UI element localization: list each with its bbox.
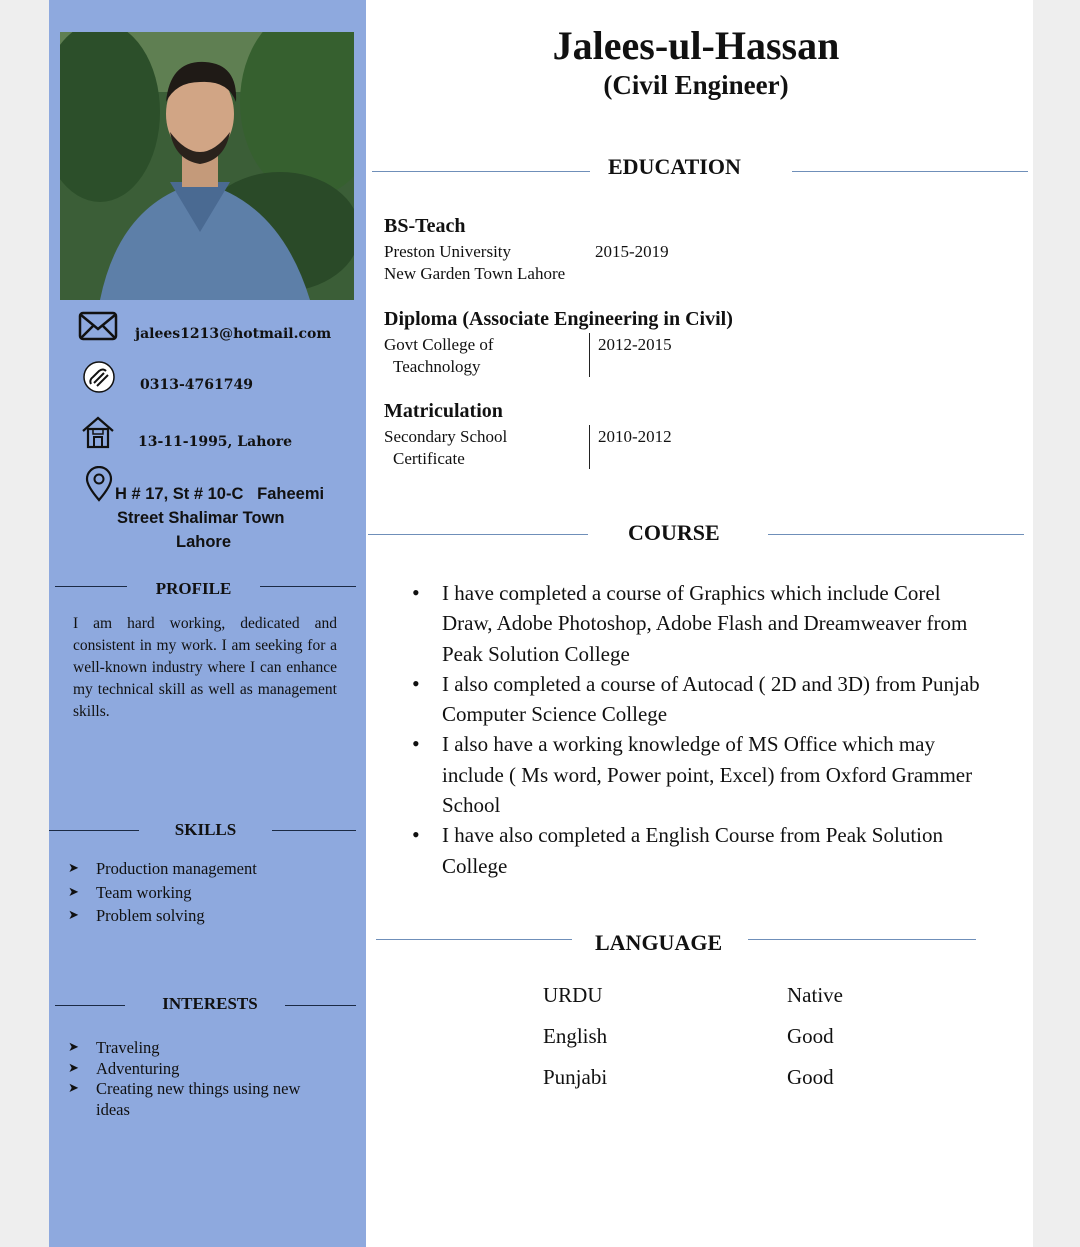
- profile-text: I am hard working, dedicated and consistent in my work. I am seeking for a well-known industry where I can enhance my technical skill as well as management skills.: [73, 615, 337, 720]
- address-line-3: Lahore: [176, 533, 232, 551]
- skills-rule-left: [49, 830, 139, 831]
- course-item: • I also completed a course of Autocad ( 2D and 3D) from Punjab Computer Science College: [410, 669, 990, 730]
- edu-institution: Certificate: [393, 449, 465, 468]
- job-title: (Civil Engineer): [603, 70, 789, 100]
- course-heading: COURSE: [628, 520, 720, 545]
- address-line-1: H # 17, St # 10-C Faheemi: [115, 485, 325, 503]
- edu-institution: Teachnology: [393, 357, 481, 376]
- skill-item: ➤ Problem solving: [68, 904, 348, 928]
- address-block: [100, 482, 350, 554]
- address-line-2: Street Shalimar Town: [117, 509, 285, 527]
- edu-years: 2015-2019: [595, 242, 669, 261]
- course-rule-left: [368, 534, 588, 535]
- edu-institution: Secondary School: [384, 427, 508, 446]
- interest-item: ➤ Traveling: [68, 1038, 318, 1059]
- interests-rule-right: [285, 1005, 356, 1006]
- language-name: URDU: [543, 983, 603, 1007]
- skill-item: ➤ Team working: [68, 881, 348, 905]
- language-rule-left: [376, 939, 572, 940]
- edu-institution: New Garden Town Lahore: [384, 264, 566, 283]
- education-rule-left: [372, 171, 590, 172]
- course-item: • I have also completed a English Course from Peak Solution College: [410, 820, 990, 881]
- dob-place-text: 13-11-1995, Lahore: [138, 434, 293, 450]
- interests-rule-left: [55, 1005, 125, 1006]
- email-text[interactable]: jalees1213@hotmail.com: [135, 326, 332, 342]
- edu-institution: Govt College of: [384, 335, 494, 354]
- interests-heading: INTERESTS: [162, 994, 258, 1013]
- edu-title: BS-Teach: [384, 215, 466, 237]
- course-rule-right: [768, 534, 1024, 535]
- skills-list: [68, 857, 348, 928]
- profile-heading: PROFILE: [155, 579, 232, 598]
- course-item: • I also have a working knowledge of MS Office which may include ( Ms word, Power point, Excel) from Oxford Grammer School: [410, 729, 990, 820]
- interest-item: ➤ Adventuring: [68, 1059, 318, 1080]
- language-name: Punjabi: [543, 1065, 608, 1089]
- skill-item: ➤ Production management: [68, 857, 348, 881]
- edu-years: 2010-2012: [598, 427, 672, 446]
- edu-years: 2012-2015: [598, 335, 672, 354]
- language-level: Good: [787, 1065, 834, 1089]
- profile-rule-left: [55, 586, 127, 587]
- course-item: • I have completed a course of Graphics which include Corel Draw, Adobe Photoshop, Adobe Flash and Dreamweaver from Peak Solution College: [410, 578, 990, 669]
- education-heading: EDUCATION: [608, 154, 741, 179]
- interest-item: ➤ Creating new things using new ideas: [68, 1079, 318, 1120]
- edu-title: Matriculation: [384, 400, 503, 422]
- language-heading: LANGUAGE: [595, 930, 723, 955]
- profile-rule-right: [260, 586, 356, 587]
- edu-institution: Preston University: [384, 242, 512, 261]
- profile-photo: [60, 32, 354, 300]
- edu-title: Diploma (Associate Engineering in Civil): [384, 308, 733, 330]
- language-name: English: [543, 1024, 608, 1048]
- language-level: Native: [787, 983, 843, 1007]
- phone-icon: [82, 360, 116, 394]
- edu-divider: [589, 333, 590, 377]
- home-icon: [80, 414, 116, 450]
- envelope-icon: [78, 311, 118, 341]
- skills-heading: SKILLS: [174, 820, 237, 839]
- page-title: Jalees-ul-Hassan: [552, 23, 840, 68]
- skills-rule-right: [272, 830, 356, 831]
- language-rule-right: [748, 939, 976, 940]
- education-rule-right: [792, 171, 1028, 172]
- phone-text: 0313-4761749: [140, 377, 253, 393]
- edu-divider: [589, 425, 590, 469]
- course-list: [410, 578, 990, 881]
- language-level: Good: [787, 1024, 834, 1048]
- interests-list: [68, 1038, 318, 1120]
